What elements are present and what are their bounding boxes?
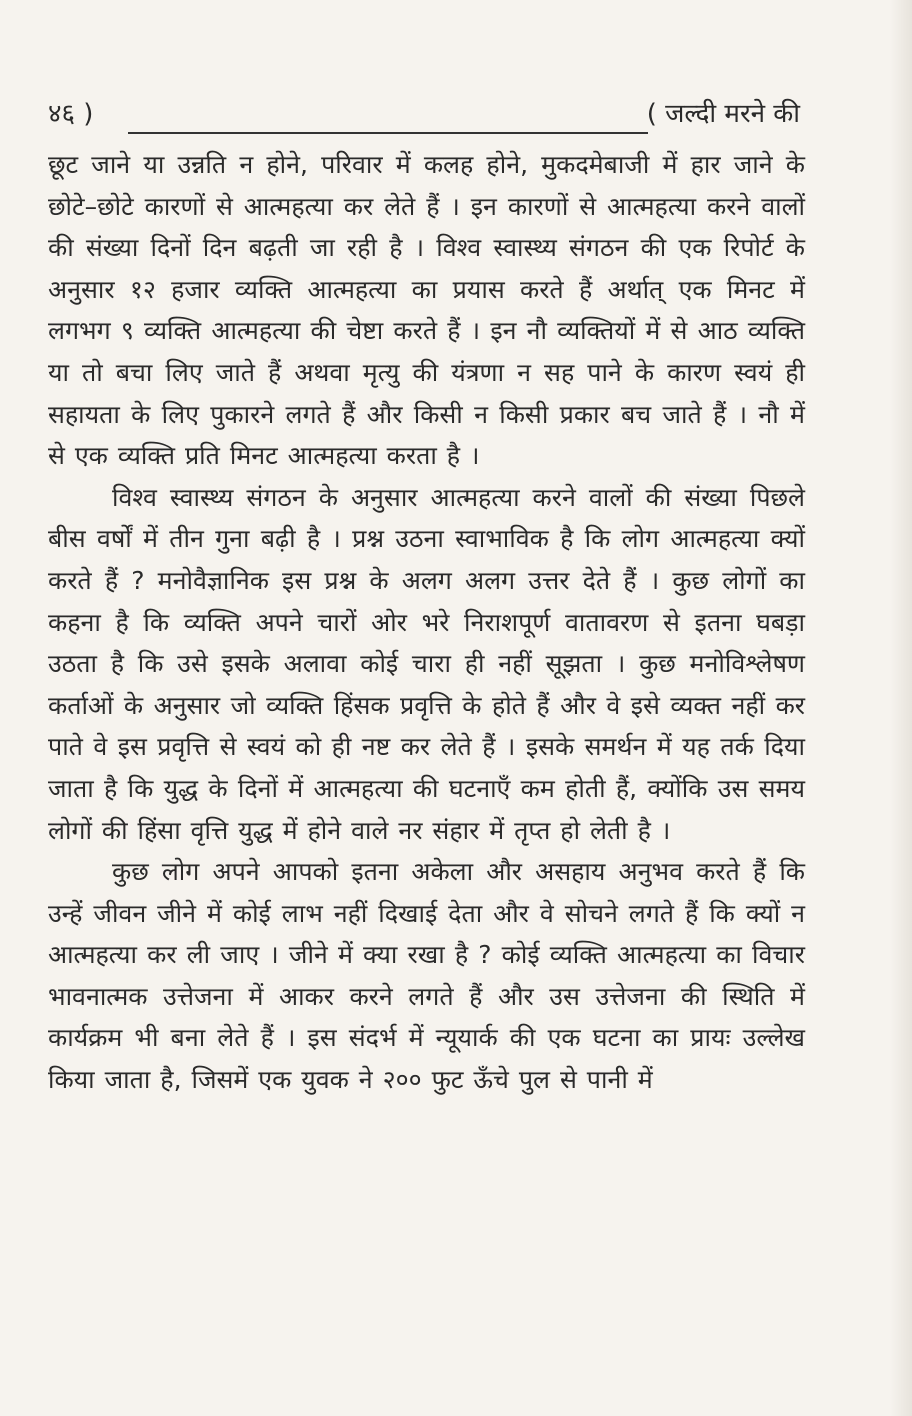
body-text: [48, 144, 805, 1101]
paragraph-1: छूट जाने या उन्नति न होने, परिवार में कलह होने, मुकदमेबाजी में हार जाने के छोटे–छोटे कारणों से आत्महत्या कर लेते हैं । इन कारणों से आत्महत्या करने वालों की संख्या दिनों दिन बढ़ती जा रही है । विश्व स्वास्थ्य संगठन की एक रिपोर्ट के अनुसार १२ हजार व्यक्ति आत्महत्या का प्रयास करते हैं अर्थात् एक मिनट में लगभग ९ व्यक्ति आत्महत्या की चेष्टा करते हैं । इन नौ व्यक्तियों में से आठ व्यक्ति या तो बचा लिए जाते हैं अथवा मृत्यु की यंत्रणा न सह पाने के कारण स्वयं ही सहायता के लिए पुकारने लगते हैं और किसी न किसी प्रकार बच जाते हैं । नौ में से एक व्यक्ति प्रति मिनट आत्महत्या करता है ।: [48, 150, 805, 471]
running-header: [48, 96, 800, 136]
paragraph-2: विश्व स्वास्थ्य संगठन के अनुसार आत्महत्या करने वालों की संख्या पिछले बीस वर्षों में तीन गुना बढ़ी है । प्रश्न उठना स्वाभाविक है कि लोग आत्महत्या क्यों करते हैं ? मनोवैज्ञानिक इस प्रश्न के अलग अलग उत्तर देते हैं । कुछ लोगों का कहना है कि व्यक्ति अपने चारों ओर भरे निराशपूर्ण वातावरण से इतना घबड़ा उठता है कि उसे इसके अलावा कोई चारा ही नहीं सूझता । कुछ मनोविश्लेषण कर्ताओं के अनुसार जो व्यक्ति हिंसक प्रवृत्ति के होते हैं और वे इसे व्यक्त नहीं कर पाते वे इस प्रवृत्ति से स्वयं को ही नष्ट कर लेते हैं । इसके समर्थन में यह तर्क दिया जाता है कि युद्ध के दिनों में आत्महत्या की घटनाएँ कम होती हैं, क्योंकि उस समय लोगों की हिंसा वृत्ति युद्ध में होने वाले नर संहार में तृप्त हो लेती है ।: [48, 482, 805, 845]
header-rule: [128, 132, 648, 134]
page-number: ४६ ): [48, 99, 94, 129]
running-title: ( जल्दी मरने की: [646, 99, 800, 129]
paragraph-3: कुछ लोग अपने आपको इतना अकेला और असहाय अनुभव करते हैं कि उन्हें जीवन जीने में कोई लाभ नहीं दिखाई देता और वे सोचने लगते हैं कि क्यों न आत्महत्या कर ली जाए । जीने में क्या रखा है ? कोई व्यक्ति आत्महत्या का विचार भावनात्मक उत्तेजना में आकर करने लगते हैं और उस उत्तेजना की स्थिति में कार्यक्रम भी बना लेते हैं । इस संदर्भ में न्यूयार्क की एक घटना का प्रायः उल्लेख किया जाता है, जिसमें एक युवक ने २०० फुट ऊँचे पुल से पानी में: [48, 857, 805, 1095]
page-edge-shadow: [890, 0, 912, 1416]
